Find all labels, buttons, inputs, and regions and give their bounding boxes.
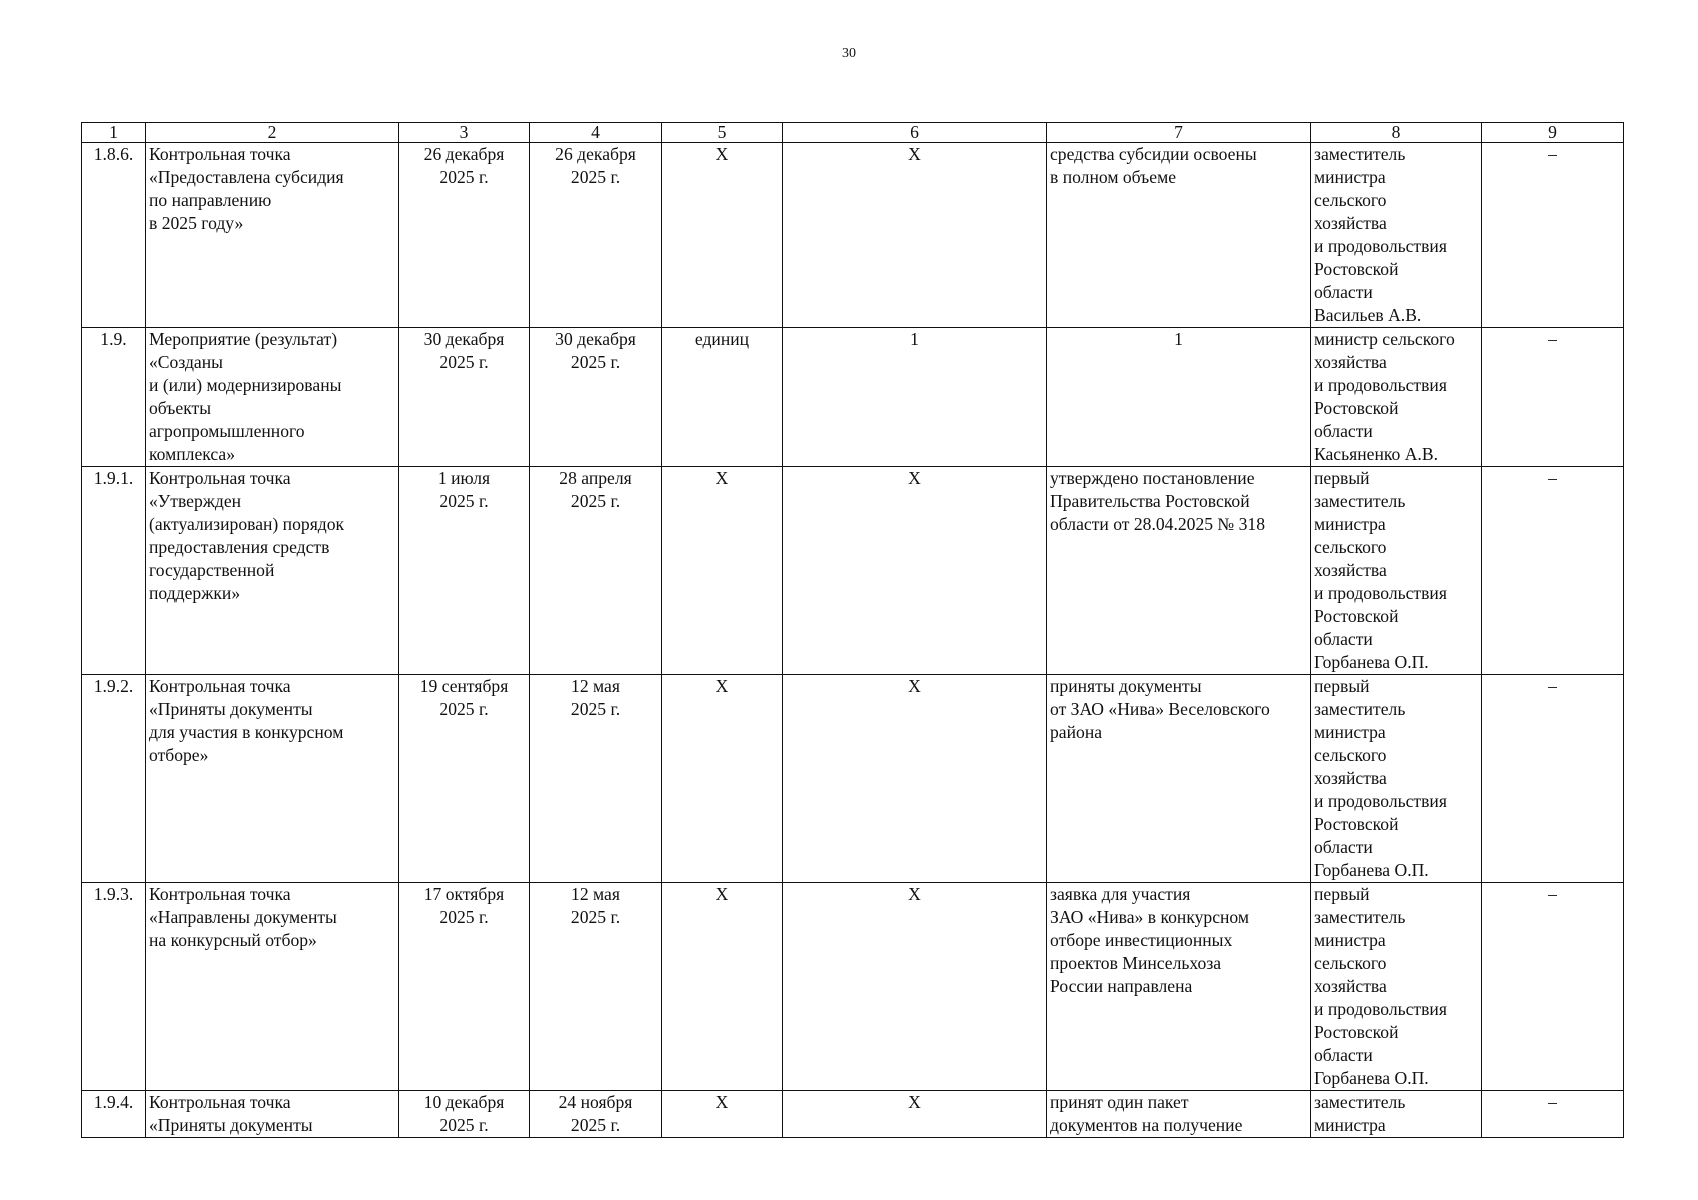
- item-name-cell: Контрольная точка «Предоставлена субсидия по направлению в 2025 году»: [146, 143, 399, 328]
- value-cell: 1: [783, 328, 1047, 467]
- planned-date-cell: 10 декабря 2025 г.: [399, 1091, 530, 1138]
- responsible-cell: министр сельского хозяйства и продовольствия Ростовской области Касьяненко А.В.: [1311, 328, 1482, 467]
- row-number-cell: 1.9.2.: [82, 675, 146, 883]
- actual-date-cell: 28 апреля 2025 г.: [530, 467, 662, 675]
- planned-date-cell: 26 декабря 2025 г.: [399, 143, 530, 328]
- unit-cell: Х: [662, 143, 783, 328]
- unit-cell: Х: [662, 467, 783, 675]
- value-cell: Х: [783, 675, 1047, 883]
- row-number-cell: 1.9.: [82, 328, 146, 467]
- column-number-header: 6: [783, 123, 1047, 143]
- note-cell: –: [1482, 883, 1624, 1091]
- value-cell: Х: [783, 143, 1047, 328]
- note-cell: –: [1482, 328, 1624, 467]
- responsible-cell: первый заместитель министра сельского хозяйства и продовольствия Ростовской области Горбанева О.П.: [1311, 883, 1482, 1091]
- column-number-header: 9: [1482, 123, 1624, 143]
- table-row: [82, 1091, 1624, 1138]
- responsible-cell: первый заместитель министра сельского хозяйства и продовольствия Ростовской области Горбанева О.П.: [1311, 675, 1482, 883]
- table-row: [82, 328, 1624, 467]
- item-name-cell: Контрольная точка «Приняты документы: [146, 1091, 399, 1138]
- value-cell: Х: [783, 1091, 1047, 1138]
- actual-date-cell: 30 декабря 2025 г.: [530, 328, 662, 467]
- planned-date-cell: 19 сентября 2025 г.: [399, 675, 530, 883]
- note-cell: –: [1482, 143, 1624, 328]
- row-number-cell: 1.9.4.: [82, 1091, 146, 1138]
- note-cell: –: [1482, 467, 1624, 675]
- table-row: [82, 143, 1624, 328]
- page-number: 30: [842, 46, 856, 61]
- result-cell: заявка для участия ЗАО «Нива» в конкурсном отборе инвестиционных проектов Минсельхоза России направлена: [1047, 883, 1311, 1091]
- report-table: [81, 122, 1624, 1138]
- row-number-cell: 1.9.3.: [82, 883, 146, 1091]
- column-number-header: 3: [399, 123, 530, 143]
- actual-date-cell: 12 мая 2025 г.: [530, 883, 662, 1091]
- value-cell: Х: [783, 883, 1047, 1091]
- column-number-header: 2: [146, 123, 399, 143]
- actual-date-cell: 12 мая 2025 г.: [530, 675, 662, 883]
- item-name-cell: Контрольная точка «Приняты документы для участия в конкурсном отборе»: [146, 675, 399, 883]
- planned-date-cell: 17 октября 2025 г.: [399, 883, 530, 1091]
- table-row: [82, 675, 1624, 883]
- item-name-cell: Контрольная точка «Направлены документы на конкурсный отбор»: [146, 883, 399, 1091]
- actual-date-cell: 26 декабря 2025 г.: [530, 143, 662, 328]
- note-cell: –: [1482, 1091, 1624, 1138]
- table-row: [82, 883, 1624, 1091]
- responsible-cell: заместитель министра: [1311, 1091, 1482, 1138]
- column-number-header-row: [82, 123, 1624, 143]
- responsible-cell: первый заместитель министра сельского хозяйства и продовольствия Ростовской области Горбанева О.П.: [1311, 467, 1482, 675]
- result-cell: принят один пакет документов на получение: [1047, 1091, 1311, 1138]
- column-number-header: 1: [82, 123, 146, 143]
- column-number-header: 7: [1047, 123, 1311, 143]
- result-cell: утверждено постановление Правительства Ростовской области от 28.04.2025 № 318: [1047, 467, 1311, 675]
- planned-date-cell: 1 июля 2025 г.: [399, 467, 530, 675]
- item-name-cell: Мероприятие (результат) «Созданы и (или) модернизированы объекты агропромышленного комплекса»: [146, 328, 399, 467]
- responsible-cell: заместитель министра сельского хозяйства и продовольствия Ростовской области Васильев А.В.: [1311, 143, 1482, 328]
- result-cell: средства субсидии освоены в полном объеме: [1047, 143, 1311, 328]
- table-row: [82, 467, 1624, 675]
- note-cell: –: [1482, 675, 1624, 883]
- column-number-header: 5: [662, 123, 783, 143]
- planned-date-cell: 30 декабря 2025 г.: [399, 328, 530, 467]
- result-cell: приняты документы от ЗАО «Нива» Веселовского района: [1047, 675, 1311, 883]
- actual-date-cell: 24 ноября 2025 г.: [530, 1091, 662, 1138]
- unit-cell: Х: [662, 1091, 783, 1138]
- unit-cell: Х: [662, 675, 783, 883]
- item-name-cell: Контрольная точка «Утвержден (актуализирован) порядок предоставления средств государственной поддержки»: [146, 467, 399, 675]
- result-cell: 1: [1047, 328, 1311, 467]
- value-cell: Х: [783, 467, 1047, 675]
- column-number-header: 8: [1311, 123, 1482, 143]
- row-number-cell: 1.9.1.: [82, 467, 146, 675]
- row-number-cell: 1.8.6.: [82, 143, 146, 328]
- column-number-header: 4: [530, 123, 662, 143]
- unit-cell: Х: [662, 883, 783, 1091]
- unit-cell: единиц: [662, 328, 783, 467]
